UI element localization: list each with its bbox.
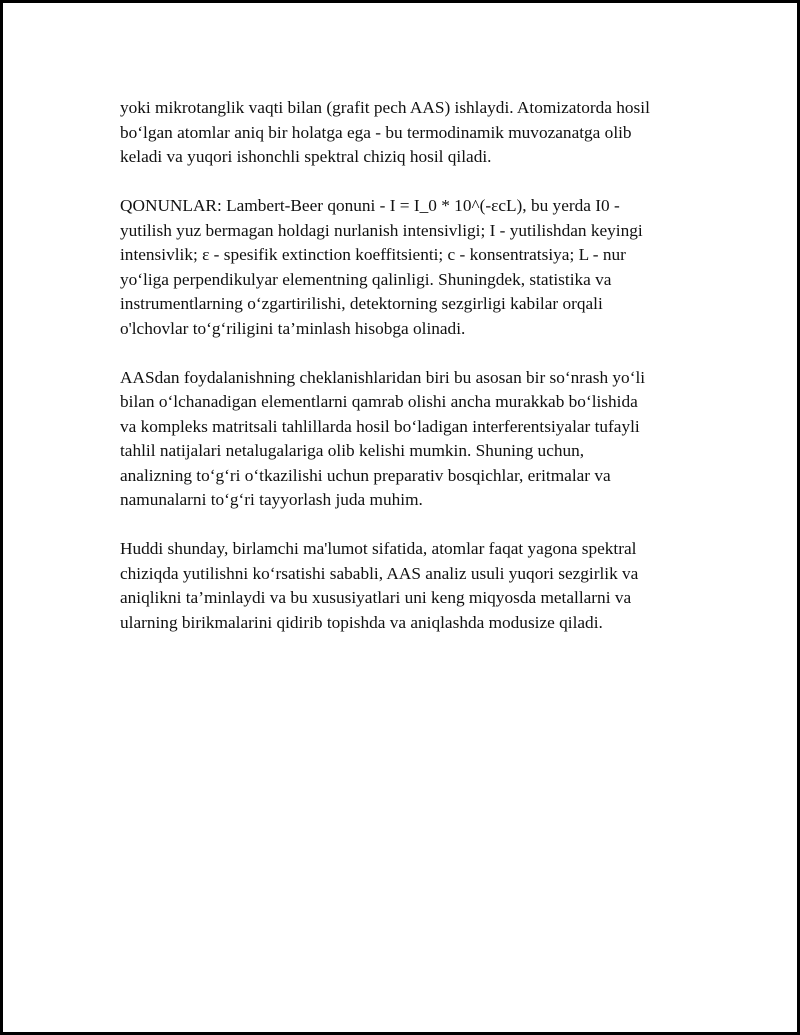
document-body xyxy=(120,96,700,660)
text-line: o'lchovlar to‘g‘riligini ta’minlash hisobga olinadi. xyxy=(120,318,466,338)
text-line: yoki mikrotanglik vaqti bilan (grafit pech AAS) ishlaydi. Atomizatorda hosil xyxy=(120,98,650,117)
text-line: yo‘liga perpendikulyar elementning qalinligi. Shuningdek, statistika va xyxy=(120,269,612,289)
text-line: va kompleks matritsali tahlillarda hosil bo‘ladigan interferentsiyalar tufayli xyxy=(120,416,640,436)
text-line: QONUNLAR: Lambert-Beer qonuni - I = I_0 * 10^(-εcL), bu yerda I0 - xyxy=(120,196,620,215)
text-line: analizning to‘g‘ri o‘tkazilishi uchun preparativ bosqichlar, eritmalar va xyxy=(120,465,611,485)
text-line: namunalarni to‘g‘ri tayyorlash juda muhim. xyxy=(120,490,423,509)
text-line: tahlil natijalari netalugalariga olib kelishi mumkin. Shuning uchun, xyxy=(120,441,585,460)
text-line: yutilish yuz bermagan holdagi nurlanish intensivligi; I - yutilishdan keyingi xyxy=(120,220,643,240)
text-line: intensivlik; ε - spesifik extinction koeffitsienti; c - konsentratsiya; L - nur xyxy=(120,245,626,264)
text-line: chiziqda yutilishni ko‘rsatishi sababli, AAS analiz usuli yuqori sezgirlik va xyxy=(120,563,639,583)
paragraph-laws xyxy=(120,194,700,341)
paragraph-atomization xyxy=(120,96,700,170)
text-line: ularning birikmalarini qidirib topishda va aniqlashda modusize qiladi. xyxy=(120,612,603,632)
text-line: bo‘lgan atomlar aniq bir holatga ega - bu termodinamik muvozanatga olib xyxy=(120,122,632,142)
paragraph-limitations xyxy=(120,366,700,513)
text-line: AASdan foydalanishning cheklanishlaridan biri bu asosan bir so‘nrash yo‘li xyxy=(120,367,646,387)
text-line: Huddi shunday, birlamchi ma'lumot sifatida, atomlar faqat yagona spektral xyxy=(120,539,637,558)
text-line: aniqlikni ta’minlaydi va bu xususiyatlari uni keng miqyosda metallarni va xyxy=(120,588,632,607)
text-line: keladi va yuqori ishonchli spektral chiziq hosil qiladi. xyxy=(120,147,492,166)
text-line: bilan o‘lchanadigan elementlarni qamrab olishi ancha murakkab bo‘lishida xyxy=(120,392,638,411)
paragraph-sensitivity xyxy=(120,537,700,635)
text-line: instrumentlarning o‘zgartirilishi, detektorning sezgirligi kabilar orqali xyxy=(120,294,603,313)
